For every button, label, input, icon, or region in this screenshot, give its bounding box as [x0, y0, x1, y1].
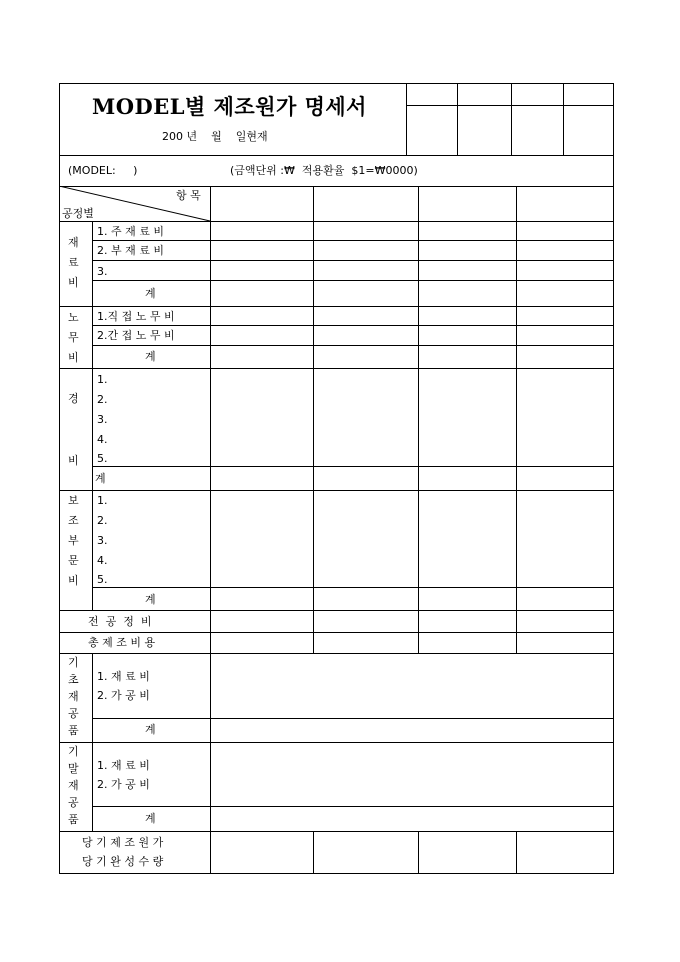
current-mfg-cost-label: 당 기 제 조 원 가 [82, 836, 164, 849]
labor-label-2: 무 [68, 331, 79, 344]
aux-label-5: 비 [68, 574, 79, 587]
column-line [210, 742, 211, 831]
aux-item-1: 1. [97, 494, 108, 507]
row-line [59, 653, 614, 654]
column-line [313, 186, 314, 653]
labor-subtotal: 계 [145, 350, 156, 363]
approval-box-divider [563, 83, 564, 155]
column-line [516, 186, 517, 653]
aux-item-3: 3. [97, 534, 108, 547]
expense-item-5: 5. [97, 452, 108, 465]
aux-item-4: 4. [97, 554, 108, 567]
row-line [59, 221, 614, 222]
row-line [92, 718, 614, 719]
labor-item-2: 2.간 접 노 무 비 [97, 329, 175, 342]
aux-label-3: 부 [68, 534, 79, 547]
expense-label-1: 경 [68, 392, 79, 405]
column-line [210, 653, 211, 742]
ending-wip-item-1: 1. 재 료 비 [97, 759, 150, 772]
column-line [313, 831, 314, 874]
ending-wip-label-5: 품 [68, 813, 79, 826]
expense-label-2: 비 [68, 454, 79, 467]
row-line [92, 587, 614, 588]
ending-wip-item-2: 2. 가 공 비 [97, 778, 150, 791]
expense-item-2: 2. [97, 393, 108, 406]
approval-box-divider [406, 105, 614, 106]
expense-subtotal: 계 [95, 472, 106, 485]
column-line [210, 831, 211, 874]
row-line [92, 325, 614, 326]
diag-header-item: 항 목 [176, 189, 201, 202]
beginning-wip-label-4: 공 [68, 707, 79, 720]
unit-note: (금액단위 :₩ 적용환율 $1=₩0000) [230, 164, 418, 177]
expense-item-1: 1. [97, 373, 108, 386]
section-divider [59, 155, 614, 156]
aux-label-2: 조 [68, 514, 79, 527]
beginning-wip-item-1: 1. 재 료 비 [97, 670, 150, 683]
total-mfg-cost-label: 총 제 조 비 용 [88, 636, 156, 649]
category-column-line [92, 742, 93, 831]
aux-item-2: 2. [97, 514, 108, 527]
material-label-1: 재 [68, 236, 79, 249]
beginning-wip-label-1: 기 [68, 656, 79, 669]
row-line [59, 610, 614, 611]
column-line [210, 186, 211, 653]
material-item-2: 2. 부 재 료 비 [97, 244, 164, 257]
category-column-line [92, 653, 93, 742]
current-completed-qty-label: 당 기 완 성 수 량 [82, 855, 164, 868]
beginning-wip-label-2: 초 [68, 673, 79, 686]
column-line [418, 831, 419, 874]
page-title: MODEL별 제조원가 명세서 [92, 94, 367, 119]
ending-wip-label-2: 말 [68, 762, 79, 775]
approval-box-divider [406, 83, 407, 155]
material-subtotal: 계 [145, 287, 156, 300]
material-label-2: 료 [68, 256, 79, 269]
material-item-1: 1. 주 재 료 비 [97, 225, 164, 238]
row-line [59, 742, 614, 743]
row-line [59, 368, 614, 369]
approval-box-divider [511, 83, 512, 155]
ending-wip-subtotal: 계 [145, 812, 156, 825]
aux-label-4: 문 [68, 554, 79, 567]
row-line [59, 306, 614, 307]
row-line [59, 490, 614, 491]
ending-wip-label-1: 기 [68, 745, 79, 758]
beginning-wip-item-2: 2. 가 공 비 [97, 689, 150, 702]
approval-box-divider [457, 83, 458, 155]
row-line [92, 260, 614, 261]
column-line [516, 831, 517, 874]
material-label-3: 비 [68, 276, 79, 289]
beginning-wip-label-3: 재 [68, 690, 79, 703]
expense-item-3: 3. [97, 413, 108, 426]
aux-item-5: 5. [97, 573, 108, 586]
model-label: (MODEL: ) [68, 164, 138, 177]
labor-label-1: 노 [68, 311, 79, 324]
ending-wip-label-4: 공 [68, 796, 79, 809]
beginning-wip-label-5: 품 [68, 724, 79, 737]
labor-item-1: 1.직 접 노 무 비 [97, 310, 175, 323]
row-line [92, 806, 614, 807]
diag-header-process: 공정별 [62, 207, 94, 220]
row-line [92, 466, 614, 467]
row-line [92, 280, 614, 281]
row-line [92, 345, 614, 346]
ending-wip-label-3: 재 [68, 779, 79, 792]
transfer-cost-label: 전 공 정 비 [88, 615, 152, 628]
beginning-wip-subtotal: 계 [145, 723, 156, 736]
date-line: 200 년 월 일현재 [162, 130, 268, 143]
material-item-3: 3. [97, 265, 108, 278]
aux-subtotal: 계 [145, 593, 156, 606]
column-line [418, 186, 419, 653]
labor-label-3: 비 [68, 351, 79, 364]
expense-item-4: 4. [97, 433, 108, 446]
row-line [92, 240, 614, 241]
aux-label-1: 보 [68, 494, 79, 507]
row-line [59, 831, 614, 832]
row-line [59, 632, 614, 633]
